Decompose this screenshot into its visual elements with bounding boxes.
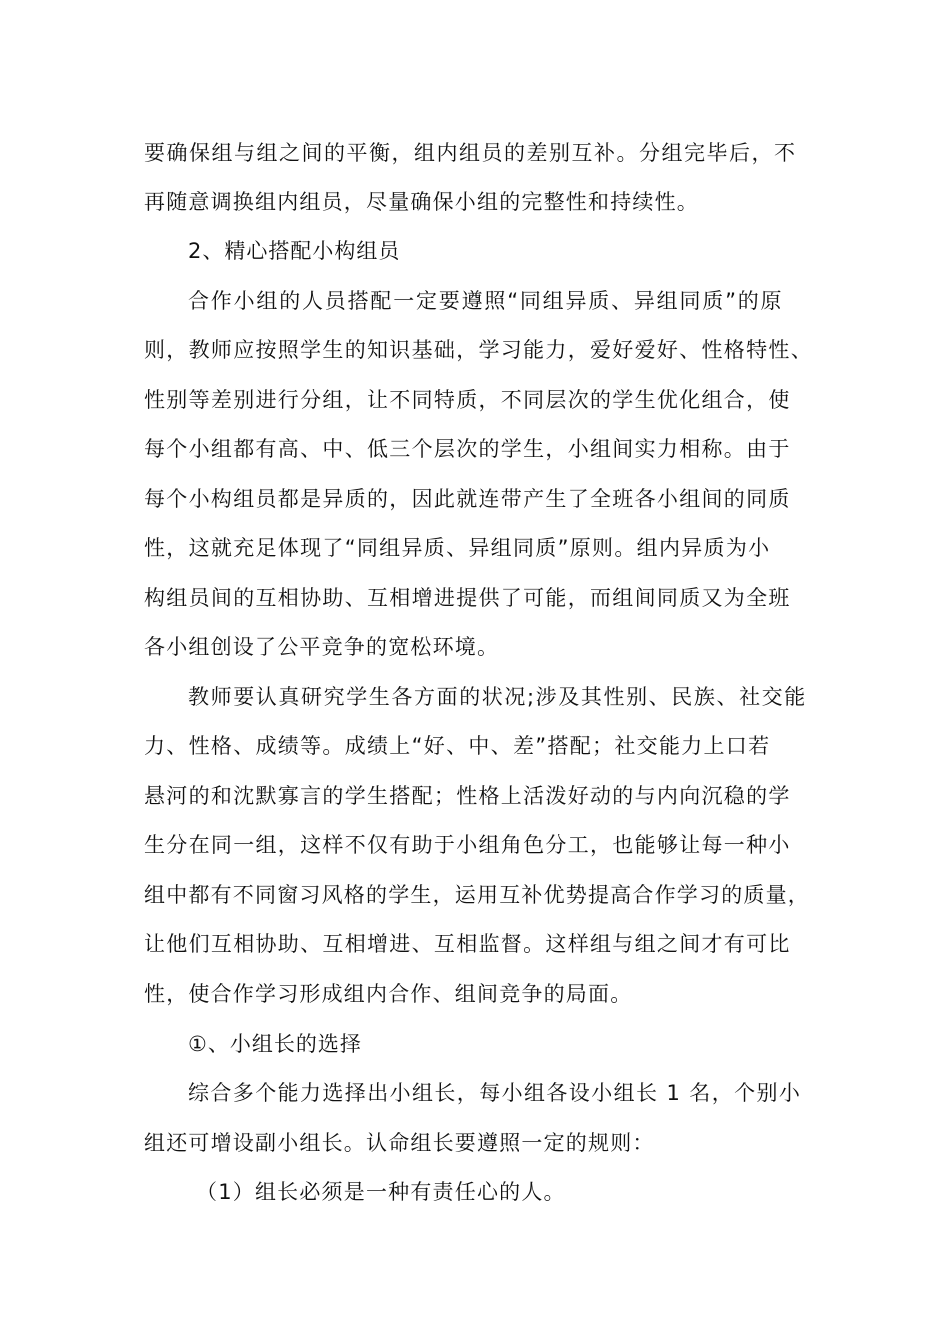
- text-line: 生分在同一组，这样不仅有助于小组角色分工，也能够让每一种小: [144, 833, 791, 857]
- paragraph-start: 教师要认真研究学生各方面的状况;涉及其性别、民族、社交能: [188, 685, 807, 709]
- section-heading: 2、精心搭配小构组员: [188, 239, 401, 263]
- text-line: 性别等差别进行分组，让不同特质，不同层次的学生优化组合，使: [144, 388, 791, 412]
- text-line: 构组员间的互相协助、互相增进提供了可能，而组间同质又为全班: [144, 586, 791, 610]
- text-line: 让他们互相协助、互相增进、互相监督。这样组与组之间才有可比: [144, 932, 791, 956]
- text-line: 则，教师应按照学生的知识基础，学习能力，爱好爱好、性格特性、: [144, 338, 813, 362]
- text-line: 各小组创设了公平竞争的宽松环境。: [144, 635, 500, 659]
- text-line: 性，使合作学习形成组内合作、组间竞争的局面。: [144, 982, 633, 1006]
- text-line: 每个小组都有高、中、低三个层次的学生，小组间实力相称。由于: [144, 437, 791, 461]
- paragraph-start: 合作小组的人员搭配一定要遵照“同组异质、异组同质”的原: [188, 289, 784, 313]
- text-line: 组还可增设副小组长。认命组长要遵照一定的规则：: [144, 1131, 655, 1155]
- paragraph-start: 综合多个能力选择出小组长，每小组各设小组长 1 名，个别小: [188, 1081, 802, 1105]
- subsection-heading: ①、小组长的选择: [188, 1032, 362, 1056]
- text-line: 每个小构组员都是异质的，因此就连带产生了全班各小组间的同质: [144, 487, 791, 511]
- text-line: 力、性格、成绩等。成绩上“好、中、差”搭配；社交能力上口若: [144, 734, 771, 758]
- text-line: 要确保组与组之间的平衡，组内组员的差别互补。分组完毕后，不: [144, 141, 797, 165]
- text-line: 悬河的和沈默寡言的学生搭配；性格上活泼好动的与内向沉稳的学: [144, 784, 791, 808]
- text-line: 再随意调换组内组员，尽量确保小组的完整性和持续性。: [144, 190, 699, 214]
- text-line: 性，这就充足体现了“同组异质、异组同质”原则。组内异质为小: [144, 536, 771, 560]
- list-item: （1）组长必须是一种有责任心的人。: [196, 1180, 566, 1204]
- text-line: 组中都有不同窗习风格的学生，运用互补优势提高合作学习的质量，: [144, 883, 810, 907]
